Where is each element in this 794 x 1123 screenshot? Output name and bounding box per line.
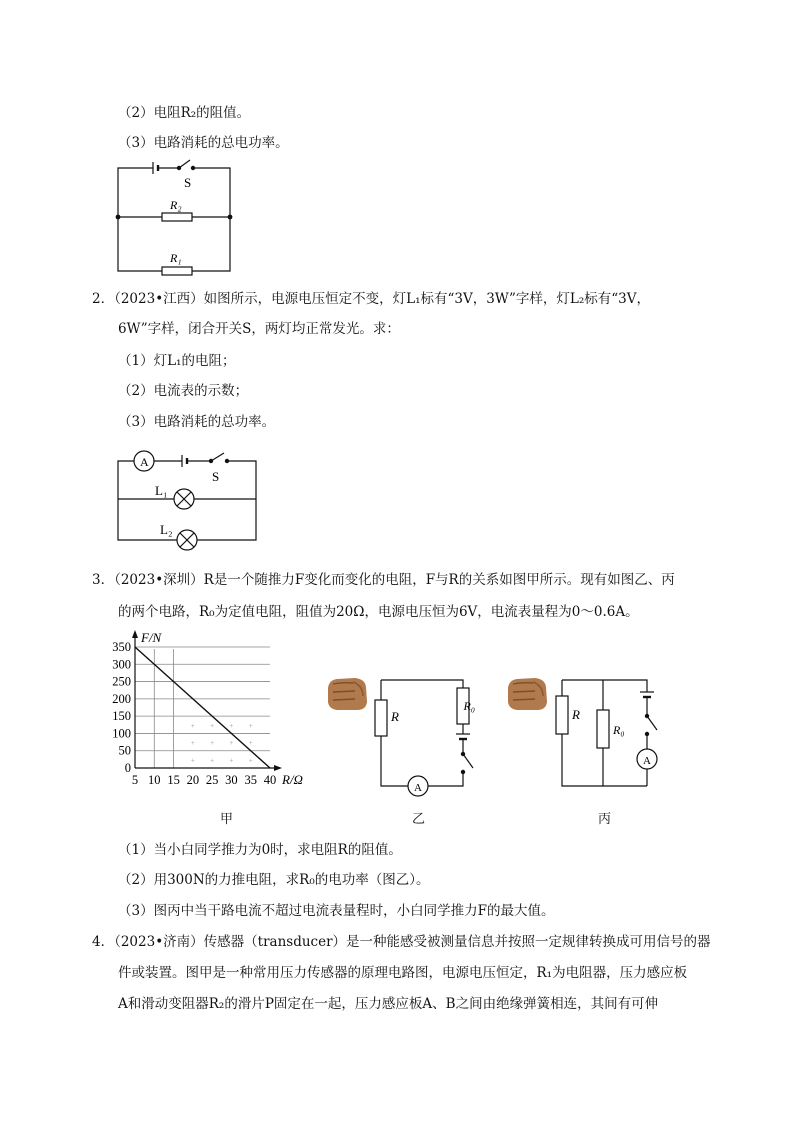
y-tick-2: 100 [112, 726, 131, 741]
yi-r-label: R [391, 709, 399, 724]
q3-sub1: （1）当小白同学推力为0时，求电阻R的阻值。 [118, 842, 402, 858]
x-tick-3: 20 [186, 773, 200, 787]
q1-r1-label: R₁ [170, 251, 182, 265]
caption-yi: 乙 [412, 812, 426, 827]
x-axis-label: R/Ω [282, 772, 303, 787]
grid-dot: + [248, 721, 253, 730]
x-tick-7: 40 [263, 773, 277, 787]
q3-circuit-bing [505, 672, 695, 802]
grid-dot: + [210, 756, 215, 765]
q3-line2: 的两个电路，R₀为定值电阻，阻值为20Ω，电源电压恒为6V，电流表量程为0～0.6A。 [118, 604, 639, 620]
q2-l1-label: L₁ [155, 483, 168, 498]
bing-ammeter-label: A [643, 755, 651, 767]
q1-r2-label: R₂ [170, 198, 182, 212]
q2-sub3: （3）电路消耗的总功率。 [118, 414, 276, 430]
grid-dot: + [190, 756, 195, 765]
caption-bing: 丙 [598, 812, 612, 827]
yi-r0-label: R₀ [463, 699, 475, 713]
q2-l2-label: L₂ [160, 522, 173, 537]
grid-dot: + [229, 739, 234, 748]
y-tick-0: 0 [124, 761, 131, 775]
grid-dot: + [229, 721, 234, 730]
q1-sub3: （3）电路消耗的总电功率。 [118, 135, 289, 151]
q3-line1: 3．（2023•深圳）R是一个随推力F变化而变化的电阻，F与R的关系如图甲所示。现有如图乙、丙 [92, 572, 675, 588]
q2-line1: 2．（2023•江西）如图所示，电源电压恒定不变，灯L₁标有“3V，3W”字样，灯L₂标有“3V， [92, 291, 651, 307]
bing-r0-label: R₀ [613, 723, 625, 737]
x-tick-6: 35 [244, 773, 257, 787]
y-tick-7: 350 [112, 640, 131, 654]
fist-icon-bing [508, 678, 547, 710]
q3-circuit-yi [325, 672, 475, 802]
q1-sub2: （2）电阻R₂的阻值。 [118, 105, 251, 121]
q4-line1: 4．（2023•济南）传感器（transducer）是一种能感受被测量信息并按照一定规律转换成可用信号的器 [92, 934, 711, 950]
fist-icon-yi [328, 678, 367, 710]
grid-dot: + [248, 756, 253, 765]
q2-switch-label: S [212, 469, 220, 484]
series-line-0 [135, 647, 270, 768]
y-axis-arrow [132, 630, 138, 638]
y-axis-label: F/N [141, 630, 162, 645]
x-tick-1: 10 [148, 773, 161, 787]
q2-ammeter-label: A [140, 455, 149, 469]
y-tick-1: 50 [118, 743, 131, 758]
x-tick-5: 30 [225, 773, 238, 787]
x-tick-4: 25 [205, 773, 219, 787]
grid-dot: + [248, 739, 253, 748]
q3-chart [108, 628, 318, 806]
q2-sub2: （2）电流表的示数； [118, 383, 249, 399]
q4-line3: A和滑动变阻器R₂的滑片P固定在一起，压力感应板A、B之间由绝缘弹簧相连，其间有可伸 [118, 996, 659, 1012]
bing-r-label: R [572, 707, 580, 722]
q4-line2: 件或装置。图甲是一种常用压力传感器的原理电路图，电源电压恒定，R₁为电阻器，压力感应板 [118, 965, 688, 981]
x-tick-0: 5 [131, 773, 139, 787]
y-tick-4: 200 [112, 691, 131, 706]
q1-switch-label: S [184, 175, 192, 190]
x-tick-2: 15 [167, 773, 180, 787]
y-tick-3: 150 [112, 709, 131, 724]
q2-sub1: （1）灯L₁的电阻； [118, 353, 236, 369]
q1-circuit [110, 155, 240, 280]
grid-dot: + [210, 721, 215, 730]
q3-sub2: （2）用300N的力推电阻，求R₀的电功率（图乙）。 [118, 872, 430, 888]
caption-jia: 甲 [220, 812, 234, 827]
grid-dot: + [190, 739, 195, 748]
y-tick-6: 300 [112, 657, 131, 672]
yi-ammeter-label: A [414, 782, 422, 794]
grid-dot: + [229, 756, 234, 765]
x-axis-arrow [274, 765, 282, 771]
grid-dot: + [210, 739, 215, 748]
y-tick-5: 250 [112, 674, 131, 689]
q2-line2: 6W”字样，闭合开关S，两灯均正常发光。求： [118, 321, 400, 337]
grid-dot: + [190, 721, 195, 730]
q2-circuit [110, 446, 265, 556]
q3-sub3: （3）图丙中当干路电流不超过电流表量程时，小白同学推力F的最大值。 [118, 903, 555, 919]
